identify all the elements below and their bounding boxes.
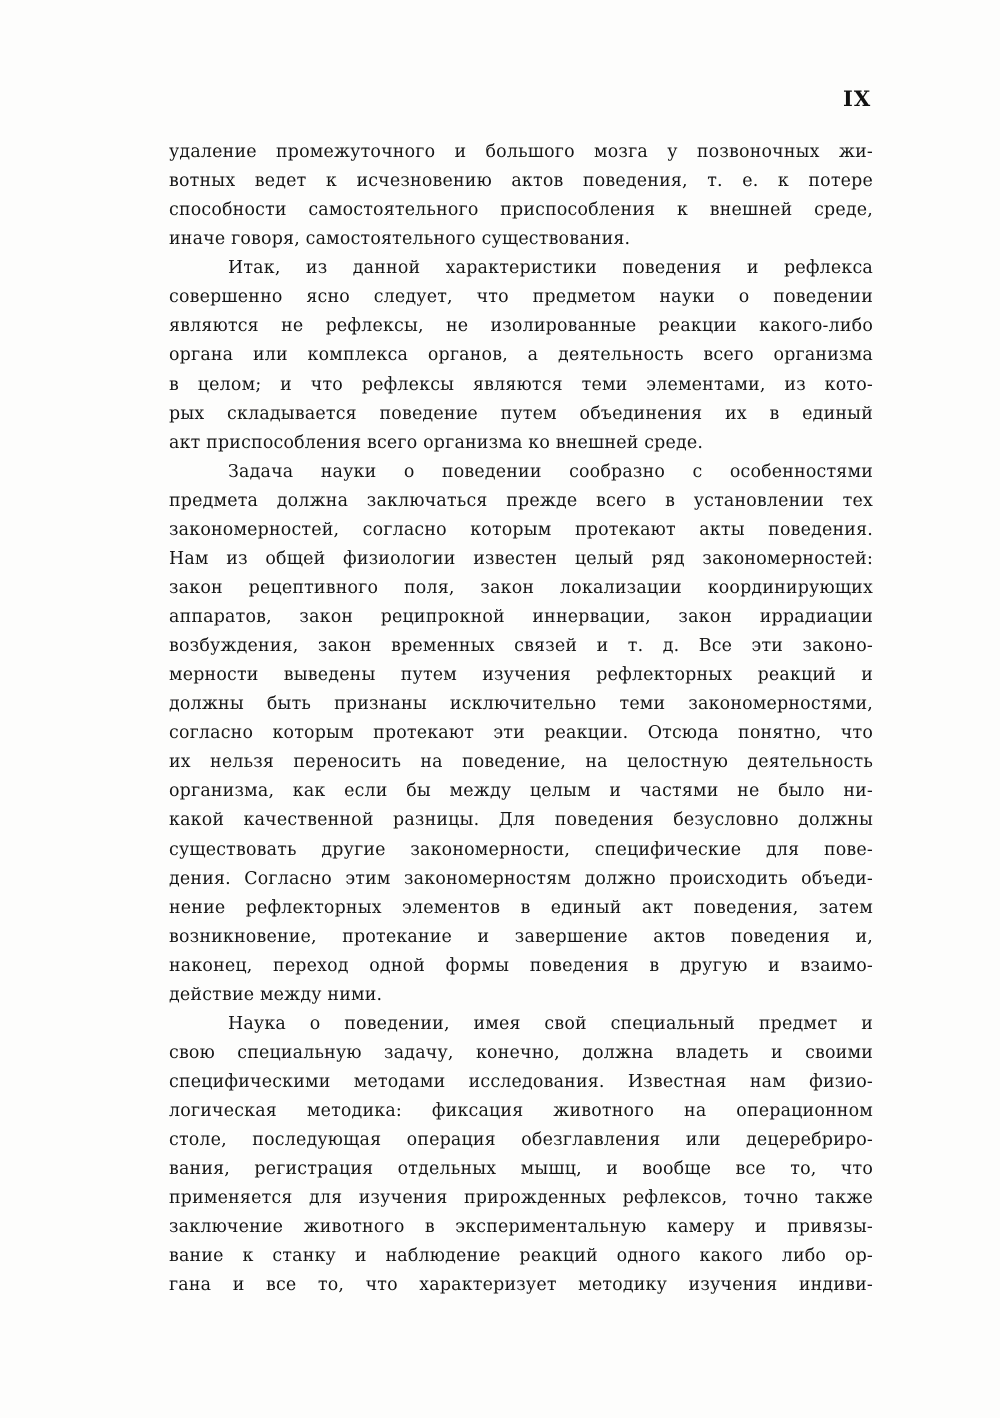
text-line: способности самостоятельного приспособления к внешней среде, <box>169 200 873 221</box>
text-line: заключение животного в экспериментальную камеру и привязы- <box>169 1217 873 1238</box>
text-line: существовать другие закономерности, специфические для пове- <box>169 839 873 860</box>
text-line: нение рефлекторных элементов в единый акт поведения, затем <box>169 897 873 918</box>
text-line: гана и все то, что характеризует методику изучения индиви- <box>169 1275 873 1296</box>
text-line: вания, регистрация отдельных мышц, и вообще все то, что <box>169 1159 873 1180</box>
text-line: наконец, переход одной формы поведения в другую и взаимо- <box>169 955 873 976</box>
text-line: акт приспособления всего организма ко внешней среде. <box>169 432 704 453</box>
text-line: организма, как если бы между целым и частями не было ни- <box>169 781 873 802</box>
text-line: возбуждения, закон временных связей и т. д. Все эти законо- <box>169 636 873 657</box>
text-line: предмета должна заключаться прежде всего в установлении тех <box>169 490 873 511</box>
text-line: мерности выведены путем изучения рефлекторных реакций и <box>169 665 873 686</box>
text-line: должны быть признаны исключительно теми закономерностями, <box>169 694 873 715</box>
paragraph-3 <box>169 458 873 1010</box>
text-line: Наука о поведении, имея свой специальный предмет и <box>228 1013 873 1034</box>
paragraph-2 <box>169 254 873 457</box>
text-line: Задача науки о поведении сообразно с особенностями <box>228 461 873 482</box>
text-line: возникновение, протекание и завершение актов поведения и, <box>169 926 873 947</box>
paragraph-1 <box>169 138 873 254</box>
text-line: в целом; и что рефлексы являются теми элементами, из кото- <box>169 374 873 395</box>
text-line: какой качественной разницы. Для поведения безусловно должны <box>169 810 873 831</box>
text-line: применяется для изучения прирожденных рефлексов, точно также <box>169 1188 873 1209</box>
text-line: вотных ведет к исчезновению актов поведения, т. е. к потере <box>169 171 873 192</box>
text-line: специфическими методами исследования. Известная нам физио- <box>169 1072 873 1092</box>
text-line: аппаратов, закон реципрокной иннервации, закон иррадиации <box>169 607 873 627</box>
text-line: рых складывается поведение путем объединения их в единый <box>169 403 873 424</box>
page-number: IX <box>843 86 872 111</box>
text-line: Нам из общей физиологии известен целый ряд закономерностей: <box>169 548 873 569</box>
text-line: закономерностей, согласно которым протекают акты поведения. <box>169 519 873 540</box>
text-line: иначе говоря, самостоятельного существования. <box>169 229 631 250</box>
text-line: Итак, из данной характеристики поведения и рефлекса <box>228 258 873 279</box>
text-line: органа или комплекса органов, а деятельность всего организма <box>169 345 873 366</box>
text-line: свою специальную задачу, конечно, должна владеть и своими <box>169 1042 873 1063</box>
text-line: дения. Согласно этим закономерностям должно происходить объеди- <box>169 868 873 889</box>
paragraph-4 <box>169 1010 873 1301</box>
text-line: являются не рефлексы, не изолированные реакции какого-либо <box>169 316 873 337</box>
text-line: столе, последующая операция обезглавления или децеребриро- <box>169 1130 873 1151</box>
text-line: логическая методика: фиксация животного на операционном <box>169 1101 873 1122</box>
text-line: удаление промежуточного и большого мозга у позвоночных жи- <box>169 142 873 162</box>
body-text <box>169 138 873 1301</box>
text-line: вание к станку и наблюдение реакций одного какого либо ор- <box>169 1246 873 1267</box>
text-line: закон рецептивного поля, закон локализации координирующих <box>169 577 873 598</box>
text-line: согласно которым протекают эти реакции. Отсюда понятно, что <box>169 723 873 744</box>
text-line: их нельзя переносить на поведение, на целостную деятельность <box>169 752 873 773</box>
text-line: действие между ними. <box>169 984 383 1005</box>
text-line: совершенно ясно следует, что предметом науки о поведении <box>169 287 873 308</box>
